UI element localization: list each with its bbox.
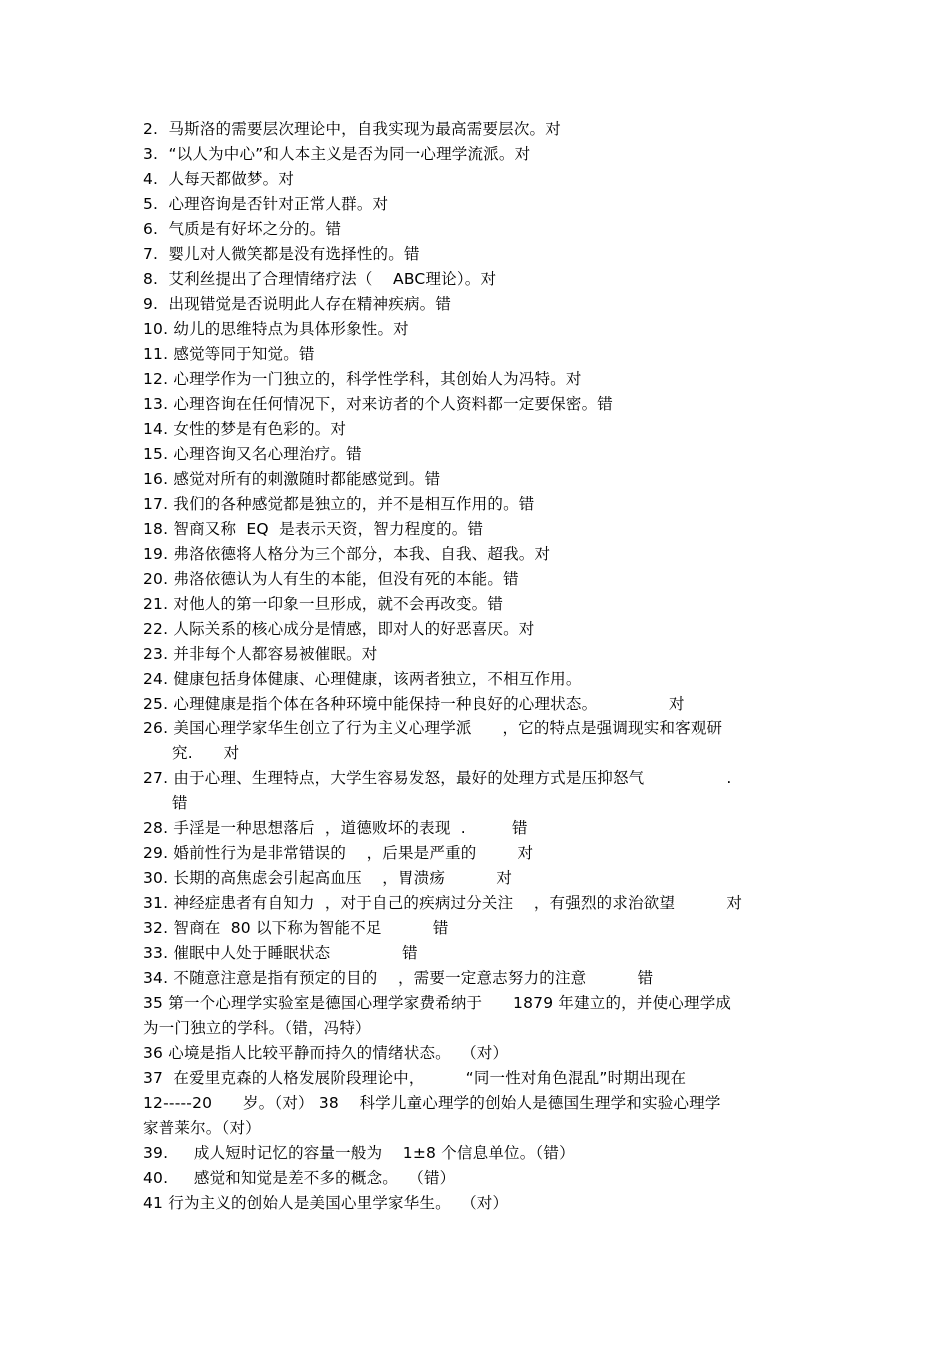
text-line: 9. 出现错觉是否说明此人存在精神疾病。错 — [143, 295, 452, 313]
text-line: 40. 感觉和知觉是差不多的概念。 （错） — [143, 1169, 456, 1187]
text-line: 14. 女性的梦是有色彩的。对 — [143, 420, 347, 438]
text-line: 4. 人每天都做梦。对 — [143, 170, 295, 188]
text-line: 36 心境是指人比较平静而持久的情绪状态。 （对） — [143, 1044, 509, 1062]
text-line: 26. 美国心理学家华生创立了行为主义心理学派 ，它的特点是强调现实和客观研 — [143, 719, 723, 737]
text-line: 25. 心理健康是指个体在各种环境中能保持一种良好的心理状态。 对 — [143, 695, 685, 713]
text-line: 为一门独立的学科。（错，冯特） — [143, 1019, 371, 1037]
text-line: 6. 气质是有好坏之分的。错 — [143, 220, 342, 238]
text-line: 18. 智商又称 EQ 是表示天资，智力程度的。错 — [143, 520, 484, 538]
text-line: 5. 心理咨询是否针对正常人群。对 — [143, 195, 389, 213]
text-line: 13. 心理咨询在任何情况下，对来访者的个人资料都一定要保密。错 — [143, 395, 613, 413]
text-line: 32. 智商在 80 以下称为智能不足 错 — [143, 919, 449, 937]
text-line: 30. 长期的高焦虑会引起高血压 ，胃溃疡 对 — [143, 869, 513, 887]
text-line: 11. 感觉等同于知觉。错 — [143, 345, 315, 363]
text-line: 究. 对 — [172, 744, 240, 762]
text-line: 12. 心理学作为一门独立的，科学性学科，其创始人为冯特。对 — [143, 370, 582, 388]
text-line: 17. 我们的各种感觉都是独立的，并不是相互作用的。错 — [143, 495, 535, 513]
text-line: 35 第一个心理学实验室是德国心理学家费希纳于 1879 年建立的，并使心理学成 — [143, 994, 732, 1012]
text-line: 41 行为主义的创始人是美国心里学家华生。 （对） — [143, 1194, 509, 1212]
text-line: 22. 人际关系的核心成分是情感，即对人的好恶喜厌。对 — [143, 620, 535, 638]
text-line: 33. 催眠中人处于睡眠状态 错 — [143, 944, 418, 962]
text-line: 31. 神经症患者有自知力 ，对于自己的疾病过分关注 ，有强烈的求治欲望 对 — [143, 894, 743, 912]
text-line: 3. “以人为中心”和人本主义是否为同一心理学流派。对 — [143, 145, 531, 163]
text-line: 21. 对他人的第一印象一旦形成，就不会再改变。错 — [143, 595, 504, 613]
text-line: 10. 幼儿的思维特点为具体形象性。对 — [143, 320, 409, 338]
text-line: 15. 心理咨询又名心理治疗。错 — [143, 445, 362, 463]
text-line: 错 — [172, 794, 188, 812]
text-line: 19. 弗洛依德将人格分为三个部分，本我、自我、超我。对 — [143, 545, 551, 563]
text-line: 16. 感觉对所有的刺激随时都能感觉到。错 — [143, 470, 441, 488]
text-line: 37 在爱里克森的人格发展阶段理论中， “同一性对角色混乱”时期出现在 — [143, 1069, 687, 1087]
text-line: 7. 婴儿对人微笑都是没有选择性的。错 — [143, 245, 420, 263]
text-line: 12-----20 岁。（对） 38 科学儿童心理学的创始人是德国生理学和实验心理学 — [143, 1094, 721, 1112]
text-line: 27. 由于心理、生理特点，大学生容易发怒，最好的处理方式是压抑怒气 . — [143, 769, 732, 787]
text-line: 29. 婚前性行为是非常错误的 ，后果是严重的 对 — [143, 844, 534, 862]
text-line: 2. 马斯洛的需要层次理论中，自我实现为最高需要层次。对 — [143, 120, 561, 138]
text-line: 39. 成人短时记忆的容量一般为 1±8 个信息单位。（错） — [143, 1144, 575, 1162]
text-line: 34. 不随意注意是指有预定的目的 ，需要一定意志努力的注意 错 — [143, 969, 654, 987]
text-line: 24. 健康包括身体健康、心理健康，该两者独立，不相互作用。 — [143, 670, 582, 688]
text-line: 23. 并非每个人都容易被催眠。对 — [143, 645, 378, 663]
text-line: 20. 弗洛依德认为人有生的本能，但没有死的本能。错 — [143, 570, 519, 588]
text-line: 家普莱尔。（对） — [143, 1119, 261, 1137]
text-line: 28. 手淫是一种思想落后 ，道德败坏的表现 . 错 — [143, 819, 528, 837]
text-line: 8. 艾利丝提出了合理情绪疗法（ ABC理论）。对 — [143, 270, 497, 288]
